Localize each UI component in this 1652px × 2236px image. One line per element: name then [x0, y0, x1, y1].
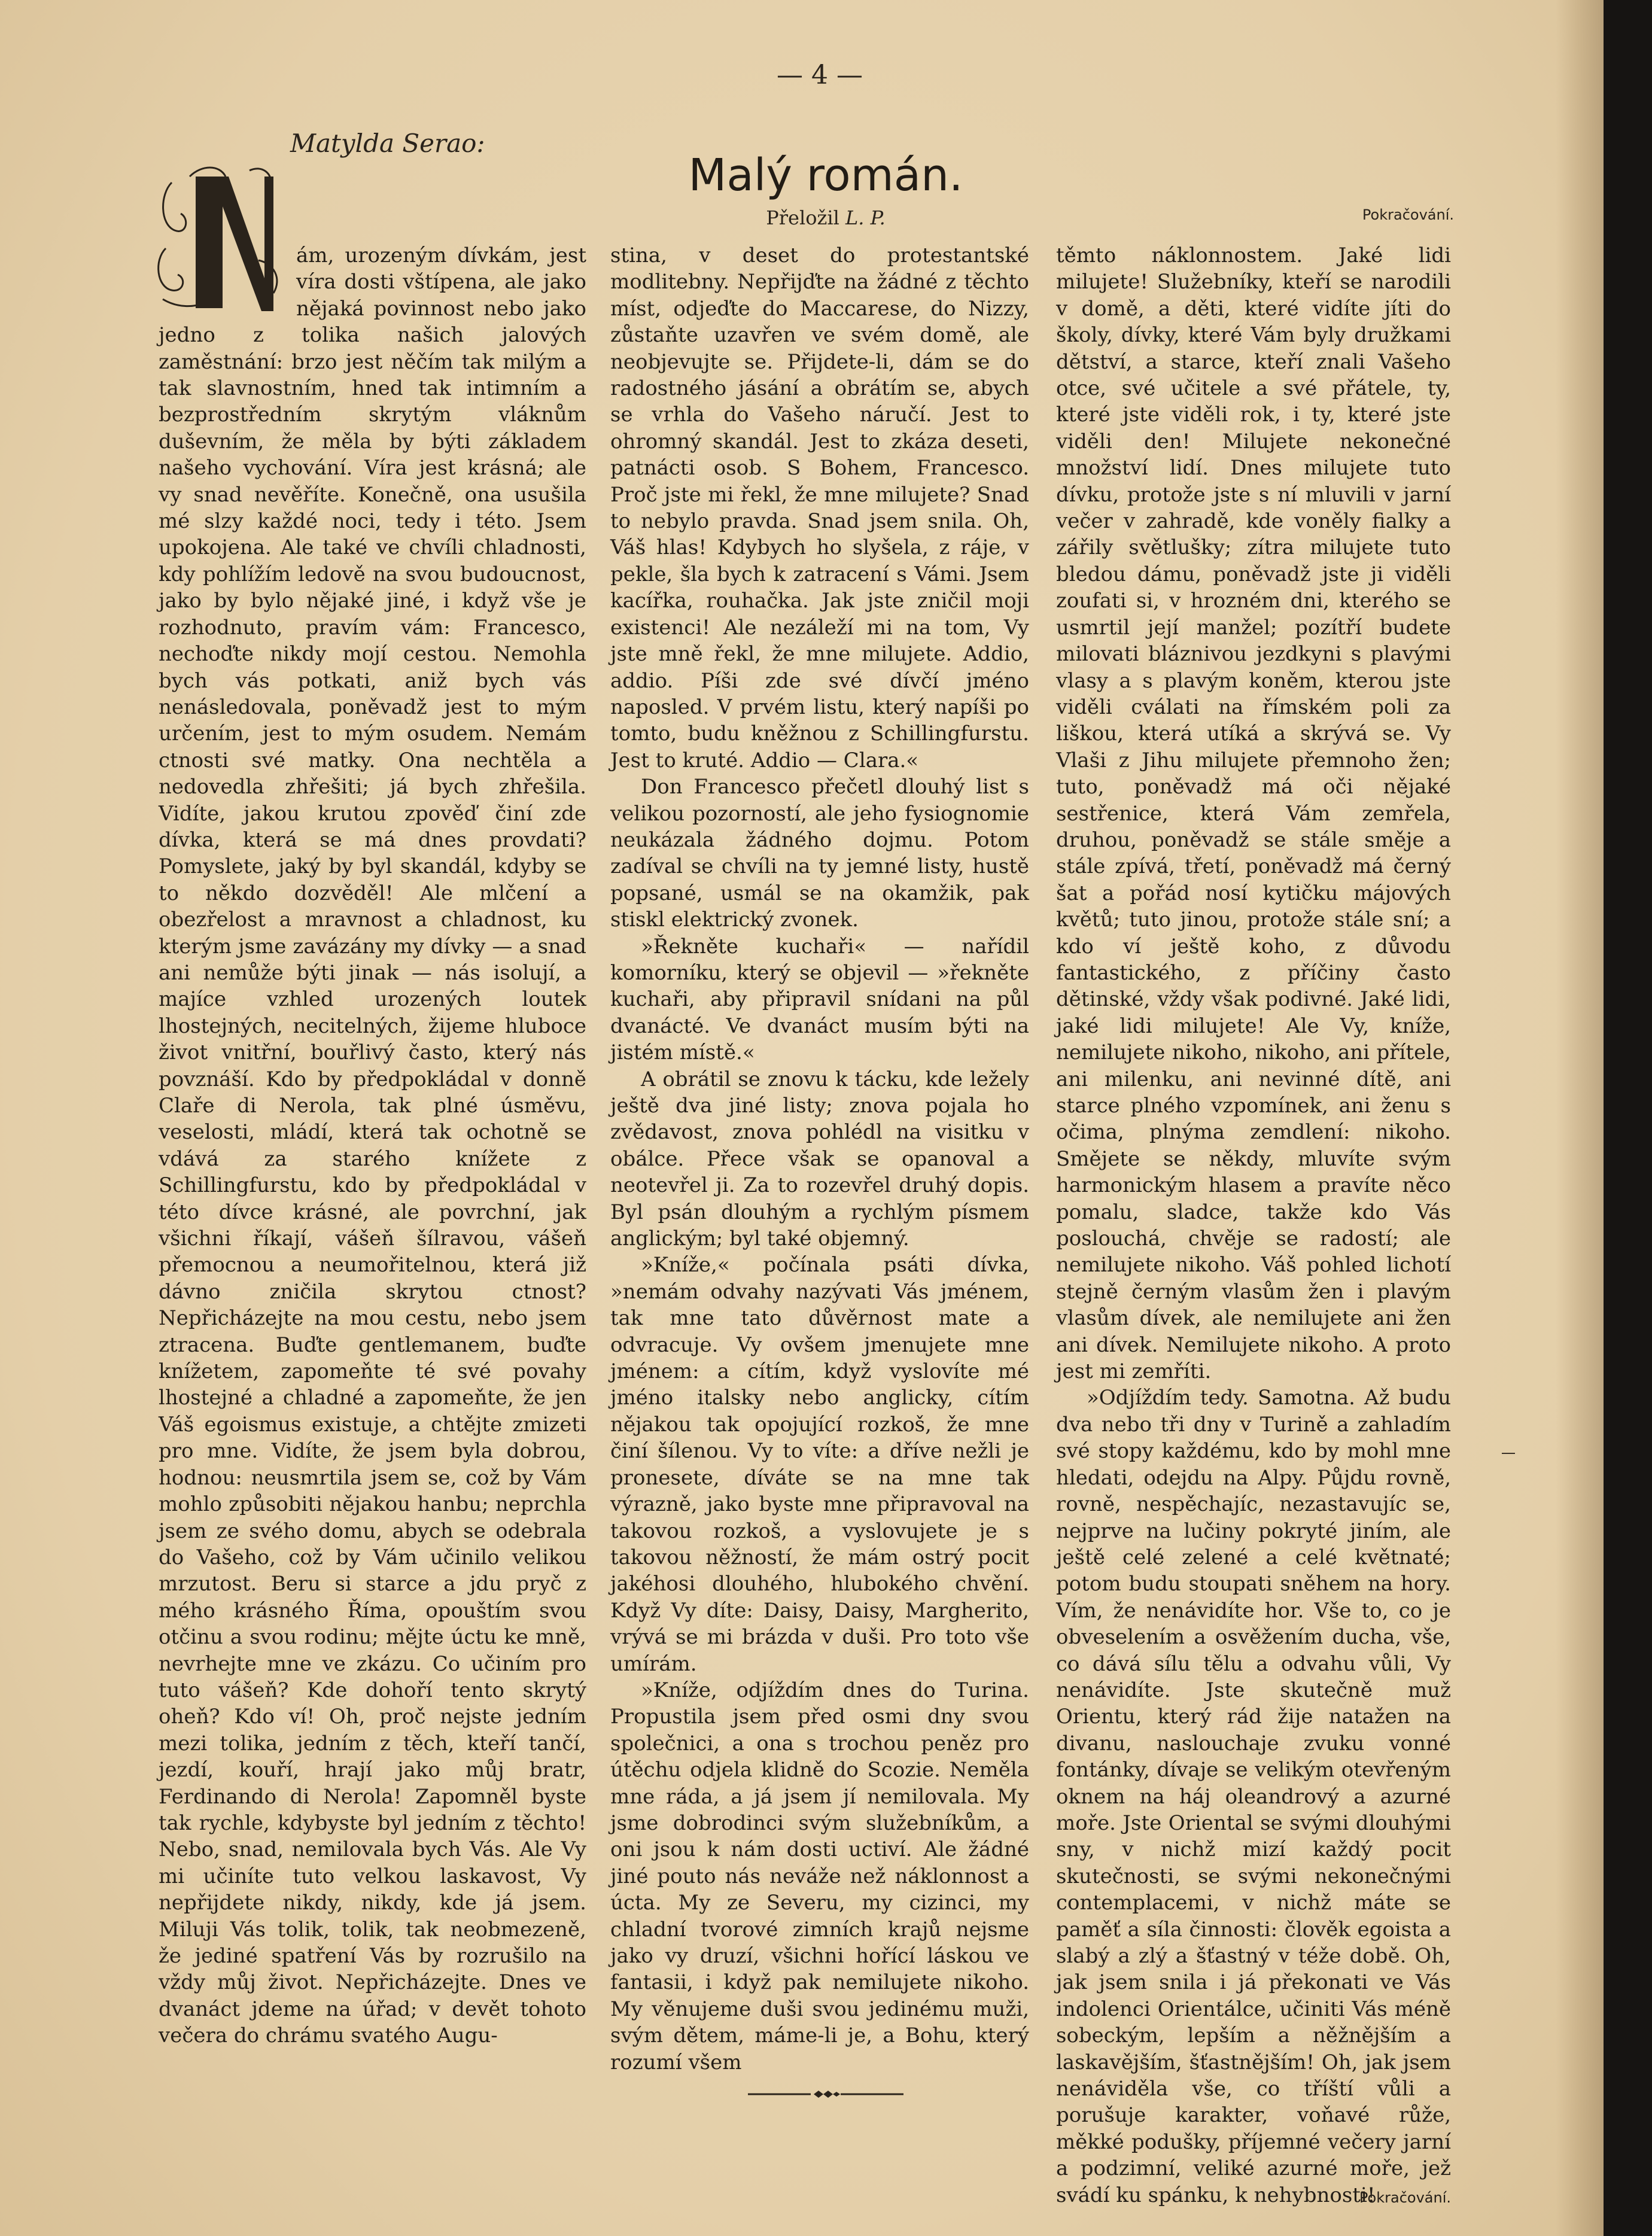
continued-label-top: Pokračování. [1362, 206, 1454, 223]
paragraph: stina, v deset do protestantské modlitebny. Nepřijďte na žádné z těchto míst, odjeďte do Maccarese, do Nizzy, zůstaňte uzavřen ve svém domě, ale neobjevujte se. Přijdete-li, dám se do radostného jásání a obrátím se, abych se vrhla do Vašeho náručí. Jest to ohromný skandál. Jest to zkáza deseti, patnácti osob. S Bohem, Francesco. Proč jste mi řekl, že mne milujete? Snad to nebylo pravda. Snad jsem snila. Oh, Váš hlas! Kdybych ho slyšela, z ráje, v pekle, šla bych k zatracení s Vámi. Jsem kacířka, rouhačka. Jak jste zničil moji existenci! Ale nezáleží mi na tom, Vy jste mně řekl, že mne milujete. Addio, addio. Píši zde své dívčí jméno naposled. V prvém listu, který napíši po tomto, budu kněžnou z Schillingfurstu. Jest to kruté. Addio — Clara.« [610, 244, 1029, 772]
author-line: Matylda Serao: [290, 129, 485, 158]
scan-background-edge [1604, 0, 1652, 2236]
text-column-3 [1056, 242, 1451, 2211]
article-title: Malý román. [688, 150, 963, 201]
paragraph: »Řekněte kuchaři« — nařídil komorníku, který se objevil — »řekněte kuchaři, aby připravil snídani na půl dvanácté. Ve dvanáct musím býti na jistém místě.« [610, 934, 1029, 1065]
text-column-2 [610, 242, 1029, 2076]
paragraph: těmto náklonnostem. Jaké lidi milujete! Služebníky, kteří se narodili v domě, a děti, které vidíte jíti do školy, dívky, které Vám byly družkami dětství, a starce, kteří znali Vašeho otce, své učitele a své přátele, ty, které jste viděli rok, i ty, které jste viděli den! Milujete nekonečné množství lidí. Dnes milujete tuto dívku, protože jste s ní mluvili v jarní večer v zahradě, kde voněly fialky a zářily světlušky; zítra milujete tuto bledou dámu, poněvadž jste ji viděli zoufati si, v hrozném dni, kterého se usmrtil její manžel; pozítří budete milovati bláznivou jezdkyni s plavými vlasy a s plavým koněm, kterou jste viděli cválati na římském poli za liškou, která utíká a skrývá se. Vy Vlaši z Jihu milujete přemnoho žen; tuto, poněvadž má oči nějaké sestřenice, která Vám zemřela, druhou, poněvadž se stále směje a stále zpívá, třetí, poněvadž má černý šat a pořád nosí kytičku májových květů; tuto jinou, protože stále sní; a kdo ví ještě koho, z důvodu fantastického, z příčiny často dětinské, vždy však podivné. Jaké lidi, jaké lidi milujete! Ale Vy, kníže, nemilujete nikoho, nikoho, ani přítele, ani milenku, ani nevinné dítě, ani starce plného vzpomínek, ani ženu s očima, plnýma zemdlení: nikoho. Smějete se někdy, mluvíte svým harmonickým hlasem a pravíte něco pomalu, sladce, takže kdo Vás poslouchá, chvěje se radostí; ale nemilujete nikoho. Váš pohled lichotí stejně černým vlasům žen i plavým vlasům dívek, ale nemilujete ani žen ani dívek. Nemilujete nikoho. A proto jest mi zemříti. [1056, 244, 1451, 1384]
translator-line [706, 206, 945, 229]
translator-prefix: Přeložil [766, 206, 839, 229]
translator-name: L. P. [845, 206, 886, 229]
paragraph: »Kníže,« počínala psáti dívka, »nemám odvahy nazývati Vás jménem, tak mne tato důvěrnost mate a odvracuje. Vy ovšem jmenujete mne jménem: a cítím, když vyslovíte mé jméno italsky nebo anglicky, cítím nějakou tak opojující rozkoš, že mne činí šílenou. Vy to víte: a dříve nežli je pronesete, díváte se na mne tak výrazně, jako byste mne připravoval na takovou rozkoš, a vyslovujete je s takovou něžností, že mám ostrý pocit jakéhosi dlouhého, hlubokého chvění. Když Vy díte: Daisy, Daisy, Margherito, vrývá se mi brázda v duši. Pro toto vše umírám. [610, 1253, 1029, 1676]
paragraph: A obrátil se znovu k tácku, kde ležely ještě dva jiné listy; znova pojala ho zvědavost, znova pohlédl na visitku v obálce. Přece však se opanoval a neotevřel ji. Za to rozevřel druhý dopis. Byl psán dlouhým a rychlým písmem anglickým; byl také objemný. [610, 1067, 1029, 1251]
end-ornament-icon [748, 2088, 903, 2100]
ornamental-dropcap-n-icon [154, 159, 291, 320]
continued-label-end: Pokračování. [1359, 2189, 1451, 2207]
page-number: — 4 — [777, 60, 863, 90]
text-column-1 [159, 242, 586, 2049]
dropcap-letter: N [224, 303, 230, 310]
paragraph: »Odjíždím tedy. Samotna. Až budu dva nebo tři dny v Turině a zahladím své stopy každému, kdo by mohl mne hledati, odejdu na Alpy. Půjdu rovně, rovně, nespěchajíc, nezastavujíc se, nejprve na lučiny pokryté jiním, ale ještě celé zelené a celé květnaté; potom budu stoupati sněhem na hory. Vím, že nenávidíte hor. Vše to, co je obveselením a osvěžením ducha, vše, co dává sílu tělu a odvahu vůli, Vy nenávidíte. Jste skutečně muž Orientu, který rád žije natažen na divanu, naslouchaje zvuku vonné fontánky, dívaje se velikým otevřeným oknem na háj oleandrový a azurné moře. Jste Oriental se svými dlouhými sny, v nichž mizí každý pocit skutečnosti, se svými nekonečnými contemplacemi, v nichž máte se paměť a síla činnosti: člověk egoista a slabý a zlý a šťastný v téže době. Oh, jak jsem snila i já překonati ve Vás indolenci Orientálce, učiniti Vás méně sobeckým, lepším a něžnějším a laskavějším, šťastnějším! Oh, jak jsem nenáviděla vše, co tříští vůli a porušuje karakter, voňavé růže, měkké podušky, příjemné večery jarní a podzimní, veliké azurné moře, jež svádí ku spánku, k nehybnosti! [1056, 1386, 1451, 2207]
margin-mark [1502, 1453, 1515, 1454]
paragraph: »Kníže, odjíždím dnes do Turina. Propustila jsem před osmi dny svou společnici, a ona s trochou peněz pro útěchu odjela klidně do Scozie. Neměla mne ráda, a já jsem jí nemilovala. My jsme dobrodinci svým služebníkům, a oni jsou k nám dosti uctiví. Ale žádné jiné pouto nás neváže než náklonnost a úcta. My ze Severu, my cizinci, my chladní tvorové zimních krajů nejsme jako vy druzí, všichni hořící láskou ve fantasii, i když pak nemilujete nikoho. My věnujeme duši svou jedinému muži, svým dětem, máme-li je, a Bohu, který rozumí všem [610, 1678, 1029, 2074]
paragraph: Don Francesco přečetl dlouhý list s velikou pozorností, ale jeho fysiognomie neukázala žádného dojmu. Potom zadíval se chvíli na ty jemné listy, hustě popsané, usmál se na okamžik, pak stiskl elektrický zvonek. [610, 775, 1029, 932]
paragraph: ám, urozeným dívkám, jest víra dosti vštípena, ale jako nějaká povinnost nebo jako jedno z tolika našich jalových zaměstnání: brzo jest něčím tak milým a tak slavnostním, hned tak intimním a bezprostředním skrytým vláknům duševním, že měla by býti základem našeho vychování. Víra jest krásná; ale vy snad nevěříte. Konečně, ona usušila mé slzy každé noci, tedy i této. Jsem upokojena. Ale také ve chvíli chladnosti, kdy pohlížím ledově na svou budoucnost, jako by bylo nějaké jiné, i když vše je rozhodnuto, pravím vám: Francesco, nechoďte nikdy mojí cestou. Nemohla bych vás potkati, aniž bych vás nenásledovala, poněvadž jest to mým určením, jest to mým osudem. Nemám ctnosti své matky. Ona nechtěla a nedovedla zhřešiti; já bych zhřešila. Vidíte, jakou krutou zpověď činí zde dívka, která se má dnes provdati? Pomyslete, jaký by byl skandál, kdyby se to někdo dozvěděl! Ale mlčení a obezřelost a mravnost a chladnost, ku kterým jsme zavázány my dívky — a snad ani nemůže býti jinak — nás isolují, a majíce vzhled urozených loutek lhostejných, necitelných, žijeme hluboce život vnitřní, bouřlivý často, který nás povznáší. Kdo by předpokládal v donně Claře di Nerola, tak plné úsměvu, veselosti, mládí, která tak ochotně se vdává za starého knížete z Schillingfurstu, kdo by předpokládal v této dívce krásné, ale povrchní, jak všichni říkají, vášeň šílravou, vášeň přemocnou a neumořitelnou, která již dávno zničila skrytou ctnost? Nepřicházejte na mou cestu, nebo jsem ztracena. Buďte gentlemanem, buďte knížetem, zapomeňte té své povahy lhostejné a chladné a zapomeňte, že jen Váš egoismus existuje, a chtějte zmizeti pro mne. Vidíte, že jsem byla dobrou, hodnou: neusmrtila jsem se, což by Vám mohlo způsobiti nějakou hanbu; neprchla jsem ze svého domu, abych se odebrala do Vašeho, což by Vám učinilo velikou mrzutost. Beru si starce a jdu pryč z mého krásného Říma, opouštím svou otčinu a svou rodinu; mějte úctu ke mně, nevrhejte mne ve zkázu. Co učiním pro tuto vášeň? Kde dohoří tento skrytý oheň? Kdo ví! Oh, proč nejste jedním mezi tolika, jedním z těch, kteří tančí, jezdí, kouří, hrají jako můj bratr, Ferdinando di Nerola! Zapomněl byste tak rychle, kdybyste byl jedním z těchto! Nebo, snad, nemilovala bych Vás. Ale Vy mi učiníte tuto velkou laskavost, Vy nepřijdete nikdy, nikdy, kde já jsem. Miluji Vás tolik, tolik, tak neobmezeně, že jediné spatření Vás by rozrušilo na vždy můj život. Nepřicházejte. Dnes ve dvanáct jdeme na úřad; v devět tohoto večera do chrámu svatého Augu- [159, 244, 586, 2048]
